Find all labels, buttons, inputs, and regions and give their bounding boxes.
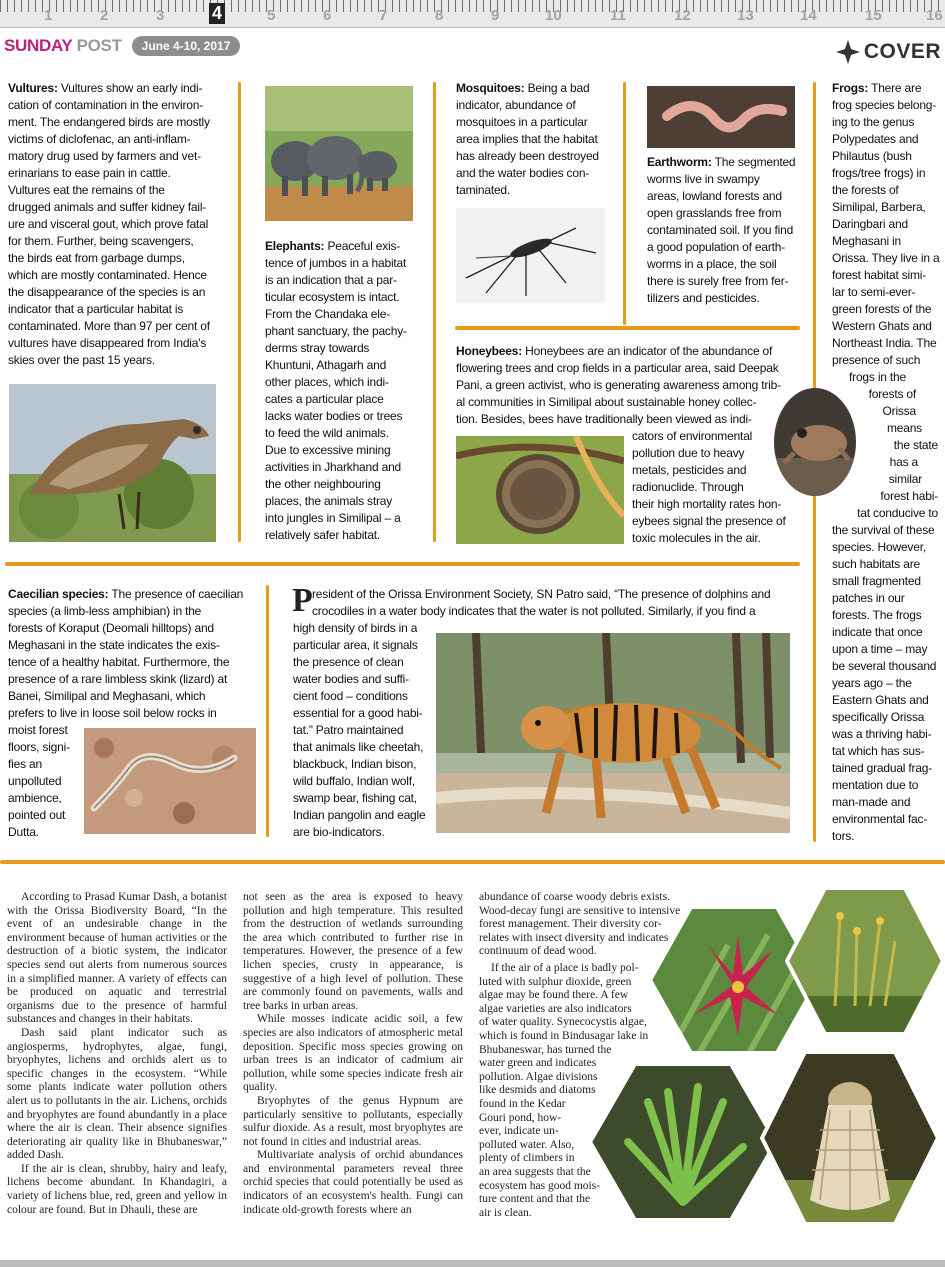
frogs-line: Northeast India. The bbox=[832, 336, 937, 350]
honeybees-article bbox=[456, 343, 806, 428]
mosquitoes-line: mosquitoes in a particular bbox=[456, 115, 588, 129]
elephants-line: is an indication that a par- bbox=[265, 273, 397, 287]
vultures-line: for them. Further, being scavengers, bbox=[8, 234, 194, 248]
section-title: COVER bbox=[863, 40, 941, 63]
ruler-number: 1 bbox=[44, 7, 53, 24]
body-line: abundance of coarse woody debris exists. bbox=[479, 891, 670, 903]
honeybees-line: cators of environmental bbox=[632, 429, 753, 443]
body-line: algae varieties are also indicators bbox=[479, 1002, 632, 1015]
mosquitoes-line: area implies that the habitat bbox=[456, 132, 598, 146]
vultures-line: matory drug used by farmers and vet- bbox=[8, 149, 201, 163]
elephants-line: cates a particular place bbox=[265, 392, 384, 406]
plant-hexagon-photo bbox=[588, 1062, 778, 1222]
patro-line: essential for a good habi- bbox=[293, 706, 423, 720]
brand-logo bbox=[4, 36, 122, 56]
ruler-number: 15 bbox=[865, 7, 882, 24]
section-rule bbox=[0, 860, 945, 864]
vultures-line: victims of diclofenac, an anti-inflam- bbox=[8, 132, 191, 146]
frogs-line: small fragmented bbox=[832, 574, 921, 588]
honeybees-line: pollution due to heavy bbox=[632, 446, 745, 460]
ruler-number: 11 bbox=[610, 7, 626, 24]
body-line: relates with insect diversity and indicates bbox=[479, 931, 669, 944]
frogs-line: specifically Orissa bbox=[832, 710, 925, 724]
brand-post: POST bbox=[76, 36, 122, 55]
earthworm-article bbox=[647, 154, 807, 307]
vultures-line: cation of contamination in the environ- bbox=[8, 98, 203, 112]
frogs-line: frogs/tree frogs) in bbox=[832, 166, 926, 180]
compass-star-icon bbox=[836, 40, 860, 64]
elephants-line: Due to excessive mining bbox=[265, 443, 391, 457]
elephants-line: relatively safer habitat. bbox=[265, 528, 381, 542]
ruler-number: 6 bbox=[323, 7, 332, 24]
frogs-line: be several thousand bbox=[832, 659, 937, 673]
body-paragraph: If the air is clean, shrubby, hairy and leafy, lichens become abundant. In Khandagiri, a variety of lichens blue, red, green and yellow in colour are found. But in Dhauli, these are bbox=[7, 1162, 227, 1216]
vultures-line: ment. The endangered birds are mostly bbox=[8, 115, 210, 129]
frogs-line: was a thriving habi- bbox=[832, 727, 932, 741]
honeybees-line: Pani, a green activist, who is generating awareness among trib- bbox=[456, 378, 781, 392]
caecilian-line: species (a limb-less amphibian) in the bbox=[8, 604, 202, 618]
body-line: pollution. Algae divisions bbox=[479, 1070, 598, 1083]
vultures-line: the disappearance of the species is an bbox=[8, 285, 206, 299]
caecilian-article bbox=[8, 586, 260, 722]
caecilian-line: presence of a rare limbless skink (lizard) at bbox=[8, 672, 228, 686]
vultures-line: ure and visceral gout, which prove fatal bbox=[8, 217, 209, 231]
mosquitoes-line: indicator, abundance of bbox=[456, 98, 576, 112]
frogs-line: species. However, bbox=[832, 540, 926, 554]
body-line: polluted water. Also, bbox=[479, 1138, 575, 1151]
frogs-line: tained gradual frag- bbox=[832, 761, 933, 775]
body-line: Gouri pond, how- bbox=[479, 1111, 562, 1124]
caecilian-line: The presence of caecilian bbox=[111, 587, 244, 601]
frogs-line: such habitats are bbox=[832, 557, 920, 571]
vultures-line: Vultures show an early indi- bbox=[60, 81, 203, 95]
frogs-line: presence of such bbox=[832, 353, 921, 367]
mosquitoes-article bbox=[456, 80, 616, 199]
caecilian-line: Meghasani in the state indicates the exis- bbox=[8, 638, 220, 652]
body-line: If the air of a place is badly pol- bbox=[491, 962, 639, 974]
caecilian-line: forests of Koraput (Deomali hilltops) and bbox=[8, 621, 214, 635]
elephants-line: derms stray towards bbox=[265, 341, 370, 355]
column-rule bbox=[433, 82, 436, 542]
elephants-line: ticular ecosystem is intact. bbox=[265, 290, 400, 304]
frogs-line: Polypedates and bbox=[832, 132, 919, 146]
frogs-line: means bbox=[886, 421, 922, 435]
body-line: which is found in Bindusagar lake in bbox=[479, 1029, 649, 1042]
body-line: forest management. Their diversity cor- bbox=[479, 918, 662, 931]
earthworm-line: worms in a place, the soil bbox=[647, 257, 777, 271]
patro-line: tat.” Patro maintained bbox=[293, 723, 404, 737]
frogs-line: years ago – the bbox=[832, 676, 912, 690]
elephants-heading: Elephants: bbox=[265, 239, 325, 253]
frogs-line: man-made and bbox=[832, 795, 911, 809]
beehive-photo bbox=[456, 436, 624, 544]
earthworm-line: areas, lowland forests and bbox=[647, 189, 782, 203]
patro-line: are bio-indicators. bbox=[293, 825, 385, 839]
ruler-number: 12 bbox=[674, 7, 691, 24]
ruler-number: 10 bbox=[545, 7, 562, 24]
earthworm-line: contaminated soil. If you find bbox=[647, 223, 794, 237]
frogs-line: lar to semi-ever- bbox=[832, 285, 916, 299]
body-paragraph: Multivariate analysis of orchid abundances and environmental parameters reveal three orchid species that could potentially be used as indicators of an ecosystem's health. Fungi can indicate old-growth forests where an bbox=[243, 1149, 463, 1216]
patro-line: resident of the Orissa Environment Society, SN Patro said, “The presence of dolphins and bbox=[312, 587, 771, 601]
frogs-line: Similipal, Barbera, bbox=[832, 200, 926, 214]
elephants-line: phant sanctuary, the pachy- bbox=[265, 324, 407, 338]
elephants-line: into jungles in Similipal – a bbox=[265, 511, 401, 525]
elephants-line: lacks water bodies or trees bbox=[265, 409, 403, 423]
earthworm-photo bbox=[647, 86, 795, 148]
vultures-line: erinarians to ease pain in cattle. bbox=[8, 166, 171, 180]
frogs-line: green forests of the bbox=[832, 302, 932, 316]
frogs-line: the state bbox=[893, 438, 938, 452]
fungi-hexagon-photo bbox=[760, 1050, 940, 1226]
caecilian-line: ambience, bbox=[8, 791, 62, 805]
honeybees-line: eybees signal the presence of bbox=[632, 514, 786, 528]
caecilian-line: prefers to live in loose soil below rocks in bbox=[8, 706, 217, 720]
frogs-line: frog species belong- bbox=[832, 98, 937, 112]
elephants-line: other places, which indi- bbox=[265, 375, 389, 389]
frogs-line: Daringbari and bbox=[832, 217, 908, 231]
body-line: ture content and that the bbox=[479, 1193, 591, 1206]
patro-line: crocodiles in a water body indicates that the water is not polluted. Similarly, if you find a bbox=[312, 604, 756, 618]
vulture-photo bbox=[9, 384, 216, 542]
caecilian-line: Banei, Similipal and Meghasani, which bbox=[8, 689, 206, 703]
patro-line: wild buffalo, Indian wolf, bbox=[293, 774, 415, 788]
body-line: luted with sulphur dioxide, green bbox=[479, 975, 632, 988]
vultures-line: skies over the past 15 years. bbox=[8, 353, 155, 367]
frogs-line: forest habitat simi- bbox=[832, 268, 927, 282]
ruler-number: 7 bbox=[379, 7, 388, 24]
body-line: ever, indicate un- bbox=[479, 1125, 559, 1138]
mosquito-photo bbox=[456, 208, 605, 303]
issue-date: June 4-10, 2017 bbox=[132, 36, 241, 56]
frogs-line: environmental fac- bbox=[832, 812, 928, 826]
frogs-line: There are bbox=[871, 81, 922, 95]
vultures-line: contaminated. More than 97 per cent of bbox=[8, 319, 210, 333]
body-line: of water quality. Synecocystis algae, bbox=[479, 1016, 647, 1029]
patro-line: blackbuck, Indian bison, bbox=[293, 757, 417, 771]
caecilian-line: tence of a healthy habitat. Furthermore, the bbox=[8, 655, 230, 669]
body-column-2 bbox=[243, 891, 463, 1217]
honeybees-wrap-text bbox=[632, 428, 802, 547]
frogs-line: tors. bbox=[832, 829, 855, 843]
elephants-article bbox=[265, 238, 425, 544]
frogs-line: similar bbox=[888, 472, 922, 486]
frogs-heading: Frogs: bbox=[832, 81, 869, 95]
body-line: water green and indicates bbox=[479, 1057, 597, 1070]
caecilian-line: floors, signi- bbox=[8, 740, 70, 754]
body-line: an area suggests that the bbox=[479, 1165, 591, 1178]
earthworm-line: tilizers and pesticides. bbox=[647, 291, 760, 305]
frogs-line: Orissa bbox=[882, 404, 916, 418]
brand-sunday: SUNDAY bbox=[4, 36, 73, 55]
frogs-line: patches in our bbox=[832, 591, 905, 605]
earthworm-heading: Earthworm: bbox=[647, 155, 712, 169]
tiger-photo bbox=[436, 633, 790, 833]
dropcap: P bbox=[292, 582, 313, 619]
frogs-line: tat which has sus- bbox=[832, 744, 925, 758]
column-rule bbox=[238, 82, 241, 542]
frogs-tail-text bbox=[832, 522, 944, 845]
ruler-number-current: 4 bbox=[209, 3, 225, 24]
vultures-line: which are mostly contaminated. Hence bbox=[8, 268, 207, 282]
elephants-line: Peaceful exis- bbox=[327, 239, 401, 253]
body-column-1 bbox=[7, 891, 227, 1217]
patro-column bbox=[293, 620, 433, 841]
honeybees-line: Honeybees are an indicator of the abundance of bbox=[525, 344, 773, 358]
patro-line: high density of birds in a bbox=[293, 621, 418, 635]
ruler-number: 8 bbox=[435, 7, 444, 24]
ruler-number: 13 bbox=[737, 7, 754, 24]
page-footer-bar bbox=[0, 1260, 945, 1267]
elephants-line: places, the animals stray bbox=[265, 494, 393, 508]
ruler-number: 9 bbox=[491, 7, 500, 24]
patro-line: the presence of clean bbox=[293, 655, 404, 669]
body-line: continuum of dead wood. bbox=[479, 945, 597, 958]
caecilian-wrap-text bbox=[8, 722, 88, 841]
earthworm-line: The segmented bbox=[714, 155, 796, 169]
body-line: ecosystem has good mois- bbox=[479, 1179, 601, 1192]
body-line: plenty of climbers in bbox=[479, 1152, 575, 1165]
honeybees-line: al communities in Similipal about sustainable honey collec- bbox=[456, 395, 757, 409]
vultures-line: drugged animals and suffer kidney fail- bbox=[8, 200, 207, 214]
vultures-article bbox=[8, 80, 230, 369]
ruler-number: 2 bbox=[100, 7, 109, 24]
caecilian-heading: Caecilian species: bbox=[8, 587, 109, 601]
page-ruler bbox=[0, 0, 945, 28]
earthworm-line: open grasslands free from bbox=[647, 206, 782, 220]
masthead bbox=[4, 36, 240, 56]
body-paragraph: Dash said plant indicator such as angiosperms, hydrophytes, algae, fungi, bryophytes, lichens and orchids alert us to specific changes in the ecosystem. “While some plants indicate water pollution others alert us to pollutants in the air. Lichens, orchids and bryophytes are found abundantly in a place where the air is clean. Their absence signifies deteriorating air quality like in Bhubaneswar,” added Dash. bbox=[7, 1026, 227, 1162]
elephants-line: Khuntuni, Athagarh and bbox=[265, 358, 387, 372]
ruler-number: 3 bbox=[156, 7, 165, 24]
earthworm-line: worms live in swampy bbox=[647, 172, 760, 186]
vultures-line: vultures have disappeared from India's bbox=[8, 336, 207, 350]
frogs-line: Meghasani in bbox=[832, 234, 901, 248]
caecilian-line: moist forest bbox=[8, 723, 68, 737]
section-rule bbox=[5, 562, 800, 566]
honeybees-line: tion. Besides, bees have traditionally been viewed as indi- bbox=[456, 412, 752, 426]
mosquitoes-line: has already been destroyed bbox=[456, 149, 599, 163]
frogs-line: indicate that once bbox=[832, 625, 923, 639]
elephant-photo bbox=[265, 86, 413, 221]
earthworm-line: a good population of earth- bbox=[647, 240, 786, 254]
frogs-line: Western Ghats and bbox=[832, 319, 932, 333]
patro-article bbox=[292, 582, 797, 620]
elephants-line: the other neighbouring bbox=[265, 477, 381, 491]
patro-line: cient food – conditions bbox=[293, 689, 408, 703]
body-line: air is clean. bbox=[479, 1206, 532, 1219]
frogs-line: Eastern Ghats and bbox=[832, 693, 929, 707]
honeybees-line: flowering trees and crop fields in a particular area, said Deepak bbox=[456, 361, 779, 375]
mosquitoes-line: and the water bodies con- bbox=[456, 166, 590, 180]
frogs-line: forests of bbox=[868, 387, 916, 401]
mosquitoes-line: Being a bad bbox=[527, 81, 590, 95]
ruler-number: 16 bbox=[926, 7, 943, 24]
ruler-number: 5 bbox=[267, 7, 276, 24]
body-paragraph: According to Prasad Kumar Dash, a botanist with the Orissa Biodiversity Board, “In the event of an undesirable change in the environment because of human activities or the destruction of a biotic system, the indicator species send out alerts from numerous sources in a simplified manner. A variety of effects can be produced on aquatic and terrestrial organisms due to the presence of harmful substances and changes in their habitats. bbox=[7, 891, 227, 1026]
section-rule bbox=[455, 326, 800, 330]
frogs-line: frogs in the bbox=[849, 370, 906, 384]
frogs-line: forests. The frogs bbox=[832, 608, 922, 622]
patro-line: swamp bear, fishing cat, bbox=[293, 791, 417, 805]
elephants-line: to feed the wild animals. bbox=[265, 426, 389, 440]
honeybees-line: their high mortality rates hon- bbox=[632, 497, 782, 511]
caecilian-line: fies an bbox=[8, 757, 42, 771]
honeybees-line: metals, pesticides and bbox=[632, 463, 747, 477]
frogs-line: Orissa. They live in a bbox=[832, 251, 940, 265]
vultures-heading: Vultures: bbox=[8, 81, 58, 95]
caecilian-photo bbox=[84, 728, 256, 834]
elephants-line: tence of jumbos in a habitat bbox=[265, 256, 407, 270]
honeybees-heading: Honeybees: bbox=[456, 344, 523, 358]
moss-hexagon-photo bbox=[785, 886, 945, 1036]
patro-line: particular area, it signals bbox=[293, 638, 418, 652]
vultures-line: indicator that a particular habitat is bbox=[8, 302, 184, 316]
body-line: found in the Kedar bbox=[479, 1097, 566, 1110]
frogs-line: Philautus (bush bbox=[832, 149, 912, 163]
frogs-line: upon a time – may bbox=[832, 642, 928, 656]
patro-line: that animals like cheetah, bbox=[293, 740, 424, 754]
frogs-line: ing to the genus bbox=[832, 115, 915, 129]
mosquitoes-line: taminated. bbox=[456, 183, 511, 197]
frogs-line: the survival of these bbox=[832, 523, 935, 537]
column-rule bbox=[266, 585, 269, 837]
honeybees-line: radionuclide. Through bbox=[632, 480, 744, 494]
frogs-article bbox=[832, 80, 944, 369]
caecilian-line: Dutta. bbox=[8, 825, 39, 839]
frogs-line: forest habi- bbox=[880, 489, 938, 503]
body-paragraph: Bryophytes of the genus Hypnum are particularly sensitive to pollutants, especially sulfur dioxide. As a result, most bryophytes are not found in cities and industrial areas. bbox=[243, 1094, 463, 1148]
body-paragraph: While mosses indicate acidic soil, a few species are also indicators of atmospheric metal deposition. Specific moss species growing on urban trees is an indicator of cadmium air pollution, while some species indicate fresh air quality. bbox=[243, 1013, 463, 1094]
vultures-line: the birds eat from garbage dumps, bbox=[8, 251, 185, 265]
section-label bbox=[836, 40, 941, 64]
mosquitoes-heading: Mosquitoes: bbox=[456, 81, 525, 95]
body-paragraph: not seen as the area is exposed to heavy pollution and high temperature. This resulted from the destruction of wetlands surrounding the area which contributed to further rise in temperatures. However, the presence of a few lichen species, crusty in appearance, is suggestive of a high level of pollution. These are commonly found on pavements, walls and tree barks in urban areas. bbox=[243, 891, 463, 1012]
earthworm-line: there is surely free from fer- bbox=[647, 274, 789, 288]
frogs-line: mentation due to bbox=[832, 778, 919, 792]
patro-line: water bodies and suffi- bbox=[293, 672, 409, 686]
vultures-line: Vultures eat the remains of the bbox=[8, 183, 165, 197]
frogs-line: tat conducive to bbox=[857, 506, 938, 520]
body-line: Bhubaneswar, has turned the bbox=[479, 1043, 612, 1056]
caecilian-line: unpolluted bbox=[8, 774, 62, 788]
elephants-line: activities in Jharkhand and bbox=[265, 460, 402, 474]
elephants-line: From the Chandaka ele- bbox=[265, 307, 390, 321]
ruler-number: 14 bbox=[800, 7, 817, 24]
frogs-line: has a bbox=[889, 455, 918, 469]
column-rule bbox=[623, 82, 626, 325]
body-line: like desmids and diatoms bbox=[479, 1084, 596, 1097]
patro-line: Indian pangolin and eagle bbox=[293, 808, 426, 822]
honeybees-line: toxic molecules in the air. bbox=[632, 531, 761, 545]
frogs-line: the forests of bbox=[832, 183, 899, 197]
body-line: Wood-decay fungi are sensitive to intensive bbox=[479, 904, 681, 917]
caecilian-line: pointed out bbox=[8, 808, 66, 822]
body-line: algae may be found there. A few bbox=[479, 989, 629, 1002]
